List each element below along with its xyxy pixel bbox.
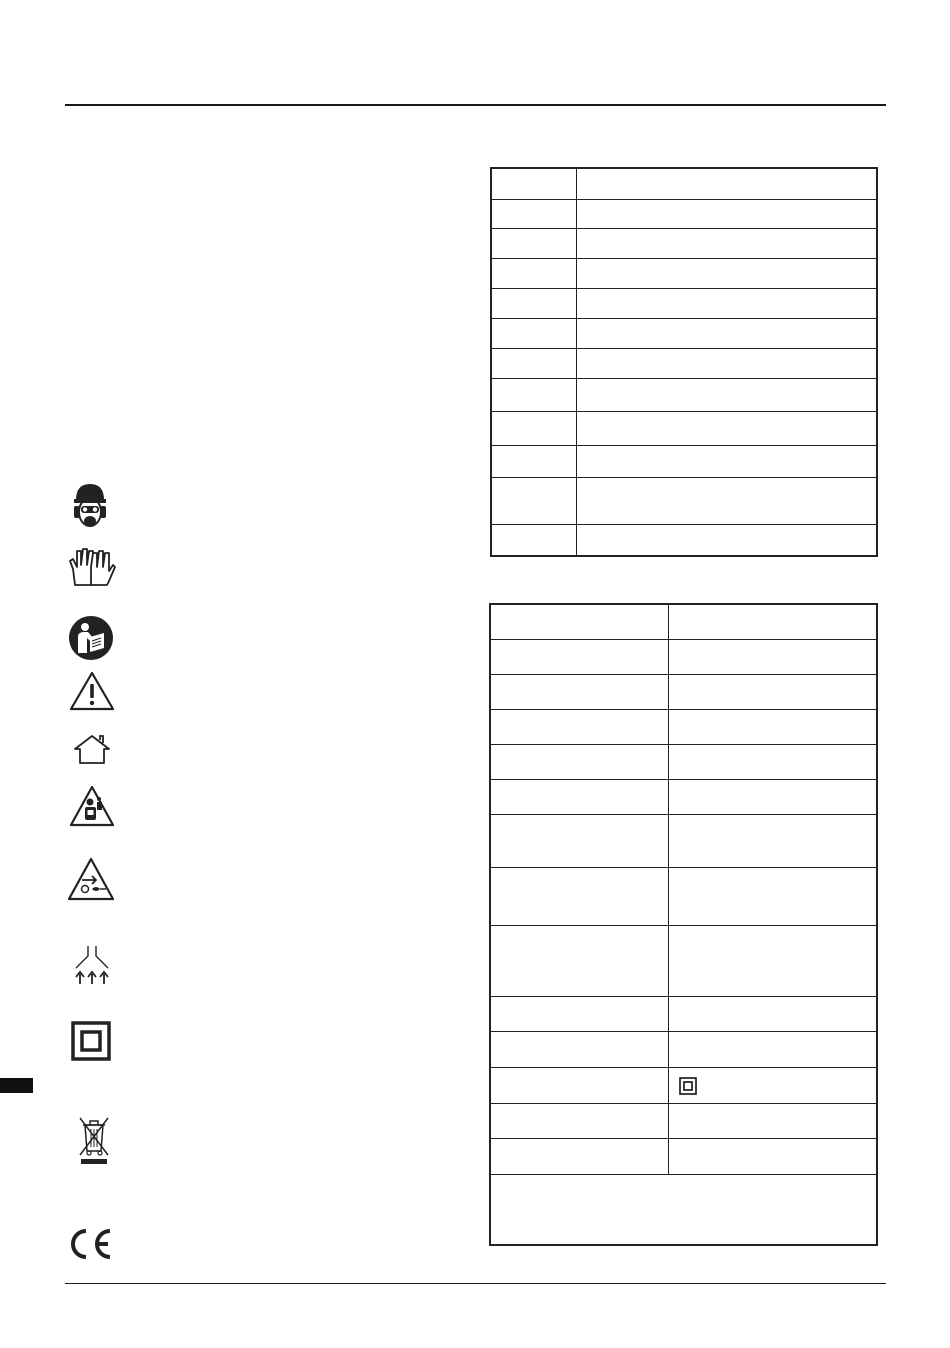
table-row — [492, 477, 876, 525]
table-row — [491, 996, 876, 1032]
indoor-use-icon — [72, 733, 112, 765]
parts-table — [490, 167, 878, 557]
specs-table — [489, 603, 878, 1246]
table-row — [492, 378, 876, 412]
table-row — [492, 169, 876, 199]
table-row — [492, 411, 876, 446]
table-row — [492, 228, 876, 259]
dust-extraction-icon — [72, 944, 112, 986]
table-row — [491, 709, 876, 745]
table-row — [491, 1067, 876, 1104]
table-row — [491, 639, 876, 675]
header-rule — [65, 104, 886, 106]
double-insulation-icon — [71, 1021, 111, 1061]
table-row — [491, 1031, 876, 1068]
protective-gear-icon — [70, 480, 110, 530]
weee-bin-icon — [77, 1115, 111, 1165]
warning-icon — [68, 670, 116, 712]
table-row — [492, 288, 876, 319]
entanglement-hazard-icon — [66, 856, 116, 902]
read-manual-icon — [68, 615, 114, 661]
page-edge-tab — [0, 1078, 33, 1093]
ce-mark-icon — [66, 1225, 114, 1263]
table-row — [491, 1103, 876, 1139]
table-row — [491, 1138, 876, 1175]
table-row — [492, 524, 876, 556]
table-row — [492, 199, 876, 229]
class-ii-icon — [679, 1077, 697, 1095]
keep-bystanders-away-icon — [68, 784, 116, 828]
table-row — [491, 925, 876, 997]
table-row — [491, 744, 876, 780]
gloves-icon — [67, 545, 117, 589]
table-row — [492, 348, 876, 379]
table-row — [492, 445, 876, 478]
table-row — [492, 318, 876, 349]
table-row — [491, 779, 876, 815]
table-row — [491, 814, 876, 868]
footer-rule — [65, 1283, 886, 1284]
table-row — [491, 605, 876, 639]
table-row — [491, 867, 876, 926]
table-row — [491, 674, 876, 710]
table-row — [492, 258, 876, 289]
specs-footer-note — [491, 1174, 876, 1245]
